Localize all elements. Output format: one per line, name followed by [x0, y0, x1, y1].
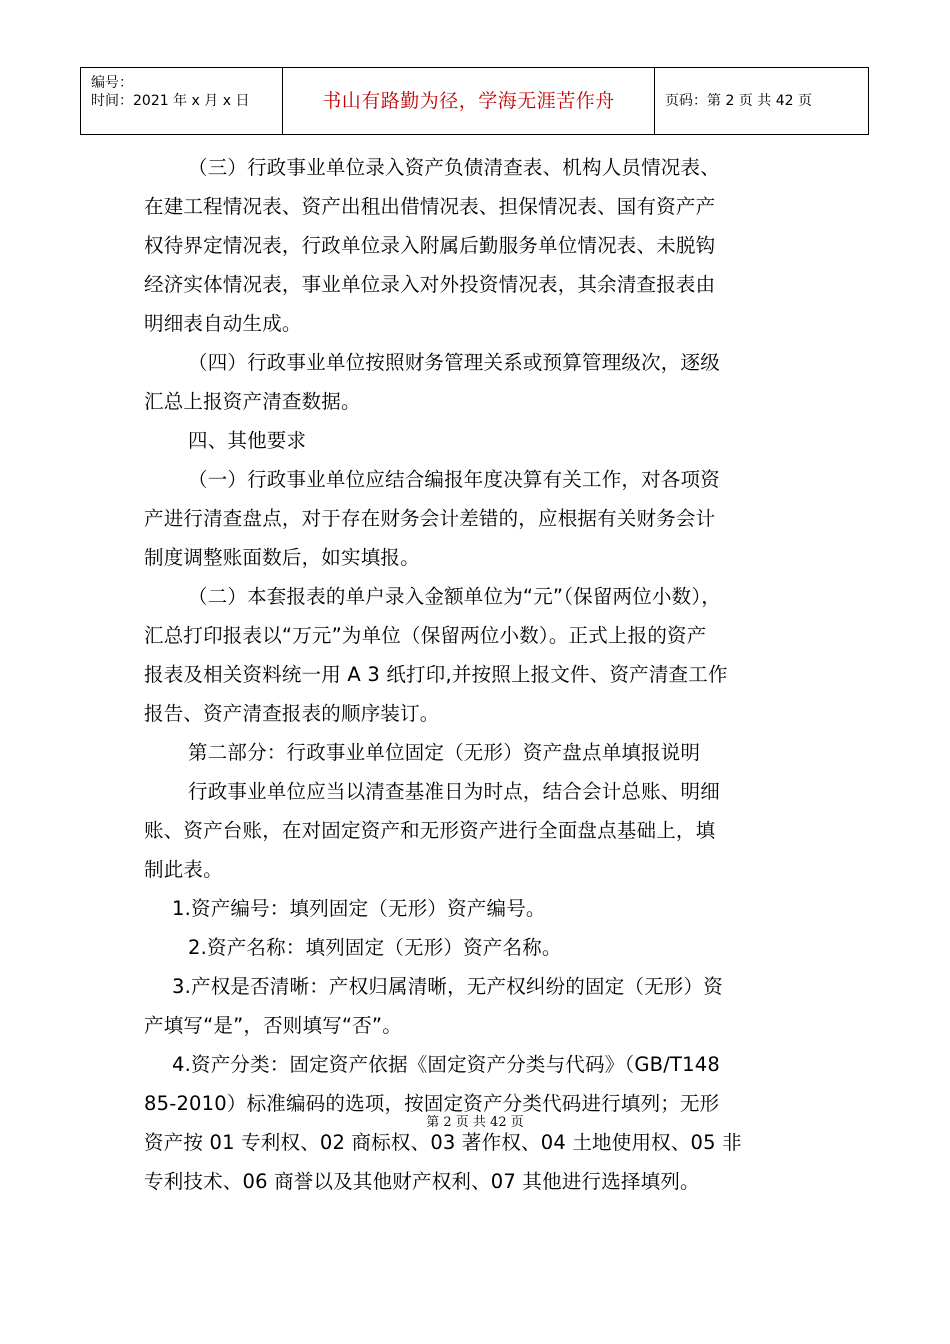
body-line: 专利技术、06 商誉以及其他财产权利、07 其他进行选择填列。: [144, 1170, 700, 1193]
body-line: 在建工程情况表、资产出租出借情况表、担保情况表、国有资产产: [144, 195, 716, 218]
body-line: 产填写“是”，否则填写“否”。: [144, 1014, 402, 1037]
body-line: 报表及相关资料统一用 A 3 纸打印,并按照上报文件、资产清查工作: [144, 663, 728, 686]
body-line: （三）行政事业单位录入资产负债清查表、机构人员情况表、: [188, 156, 720, 179]
body-line: 行政事业单位应当以清查基准日为时点，结合会计总账、明细: [188, 780, 720, 803]
document-body: [144, 148, 808, 1201]
body-line: 汇总打印报表以“万元”为单位（保留两位小数）。正式上报的资产: [144, 624, 707, 647]
part-heading: 第二部分：行政事业单位固定（无形）资产盘点单填报说明: [188, 741, 701, 764]
body-line: 权待界定情况表，行政单位录入附属后勤服务单位情况表、未脱钩: [144, 234, 716, 257]
body-line: 制度调整账面数后，如实填报。: [144, 546, 420, 569]
list-item: 3.产权是否清晰：产权归属清晰，无产权纠纷的固定（无形）资: [172, 975, 723, 998]
body-line: 报告、资产清查报表的顺序装订。: [144, 702, 440, 725]
page-footer: [0, 1115, 950, 1131]
body-line: （四）行政事业单位按照财务管理关系或预算管理级次，逐级: [188, 351, 720, 374]
body-line: 资产按 01 专利权、02 商标权、03 著作权、04 土地使用权、05 非: [144, 1131, 742, 1154]
document-header: [80, 67, 869, 135]
header-meta-cell: [81, 68, 283, 134]
section-heading: 四、其他要求: [188, 429, 307, 452]
header-motto: 书山有路勤为径，学海无涯苦作舟: [322, 90, 615, 112]
body-line: 产进行清查盘点，对于存在财务会计差错的，应根据有关财务会计: [144, 507, 716, 530]
body-line: 经济实体情况表，事业单位录入对外投资情况表，其余清查报表由: [144, 273, 716, 296]
body-line: 汇总上报资产清查数据。: [144, 390, 361, 413]
body-line: （二）本套报表的单户录入金额单位为“元”（保留两位小数），: [188, 585, 722, 608]
body-line: 账、资产台账，在对固定资产和无形资产进行全面盘点基础上，填: [144, 819, 716, 842]
document-time-label: 时间：2021 年 x 月 x 日: [91, 93, 250, 109]
body-line: 制此表。: [144, 858, 223, 881]
header-page-label: 页码：第 2 页 共 42 页: [665, 93, 812, 109]
body-line: （一）行政事业单位应结合编报年度决算有关工作，对各项资: [188, 468, 720, 491]
list-item: 1.资产编号：填列固定（无形）资产编号。: [172, 897, 546, 920]
list-item: 4.资产分类：固定资产依据《固定资产分类与代码》（GB/T148: [172, 1053, 720, 1076]
header-page-cell: [655, 68, 868, 134]
document-number-label: 编号：: [91, 75, 133, 91]
footer-page-number: 第 2 页 共 42 页: [426, 1115, 524, 1130]
header-motto-cell: [283, 68, 655, 134]
body-line: 明细表自动生成。: [144, 312, 302, 335]
list-item: 2.资产名称：填列固定（无形）资产名称。: [188, 936, 562, 959]
body-line: 85-2010）标准编码的选项，按固定资产分类代码进行填列；无形: [144, 1092, 720, 1115]
